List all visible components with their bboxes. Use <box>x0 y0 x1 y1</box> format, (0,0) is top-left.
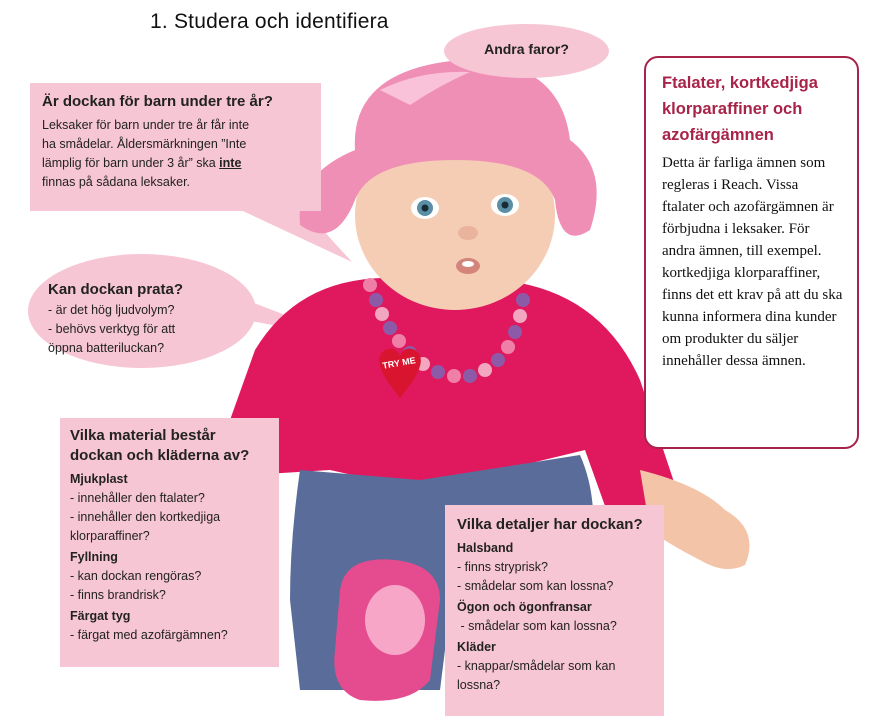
try-me-label: TRY ME <box>381 355 417 371</box>
material-section-title: Färgat tyg <box>70 609 131 623</box>
details-section-title: Kläder <box>457 640 496 654</box>
bubble-other-hazards-label: Andra faror? <box>484 41 569 57</box>
box-details-heading: Vilka detaljer har dockan? <box>457 516 643 533</box>
info-heading: Ftalater, kortkedjiga klorparaffiner och azofärgämnen <box>662 74 818 144</box>
box-material-heading-2: dockan och kläderna av? <box>70 447 250 464</box>
info-box <box>644 56 859 449</box>
box-age <box>30 83 321 211</box>
details-line: - knappar/smådelar som kan <box>457 659 616 673</box>
box-material <box>60 418 279 667</box>
material-line: - kan dockan rengöras? <box>70 569 202 583</box>
details-line: - smådelar som kan lossna? <box>457 579 614 593</box>
details-line: - finns stryprisk? <box>457 560 548 574</box>
material-line: klorparaffiner? <box>70 529 150 543</box>
box-age-line-1: Leksaker för barn under tre år får inte <box>42 118 250 132</box>
box-material-heading-1: Vilka material består <box>70 427 216 444</box>
material-line: - finns brandrisk? <box>70 588 166 602</box>
details-line: - smådelar som kan lossna? <box>457 619 617 633</box>
info-body: Detta är farliga ämnen som regleras i Reach. Vissa ftalater och azofärgämnen är förbjudna i leksaker. För andra ämnen, till exempel. kortkedjiga klorparaffiner, finns det ett krav på att du ska kunna informera dina kunder om produkter du säljer innehåller dessa ämnen. <box>662 155 843 369</box>
bubble-talk-line-2: - behövs verktyg för att <box>48 322 176 336</box>
bubble-other-hazards <box>444 24 609 78</box>
details-section-title: Ögon och ögonfransar <box>457 600 592 614</box>
box-age-heading: Är dockan för barn under tre år? <box>42 93 273 110</box>
details-section-title: Halsband <box>457 541 514 555</box>
bubble-talk-line-1: - är det hög ljudvolym? <box>48 303 175 317</box>
box-age-line-2: ha smådelar. Åldersmärkningen ”Inte <box>42 137 247 151</box>
material-line: - färgat med azofärgämnen? <box>70 628 228 642</box>
bubble-talk-line-3: öppna batteriluckan? <box>48 341 165 355</box>
box-details <box>445 505 664 716</box>
material-line: - innehåller den ftalater? <box>70 491 205 505</box>
bubble-talk <box>28 254 256 368</box>
details-line: lossna? <box>457 678 501 692</box>
material-section-title: Fyllning <box>70 550 118 564</box>
box-age-emphasis: inte <box>219 156 242 170</box>
material-line: - innehåller den kortkedjiga <box>70 510 221 524</box>
bubble-talk-heading: Kan dockan prata? <box>48 281 184 298</box>
box-age-line-3: lämplig för barn under 3 år” ska <box>42 156 220 170</box>
page-title: 1. Studera och identifiera <box>150 10 389 33</box>
material-section-title: Mjukplast <box>70 472 128 486</box>
box-age-line-4: finnas på sådana leksaker. <box>42 175 191 189</box>
